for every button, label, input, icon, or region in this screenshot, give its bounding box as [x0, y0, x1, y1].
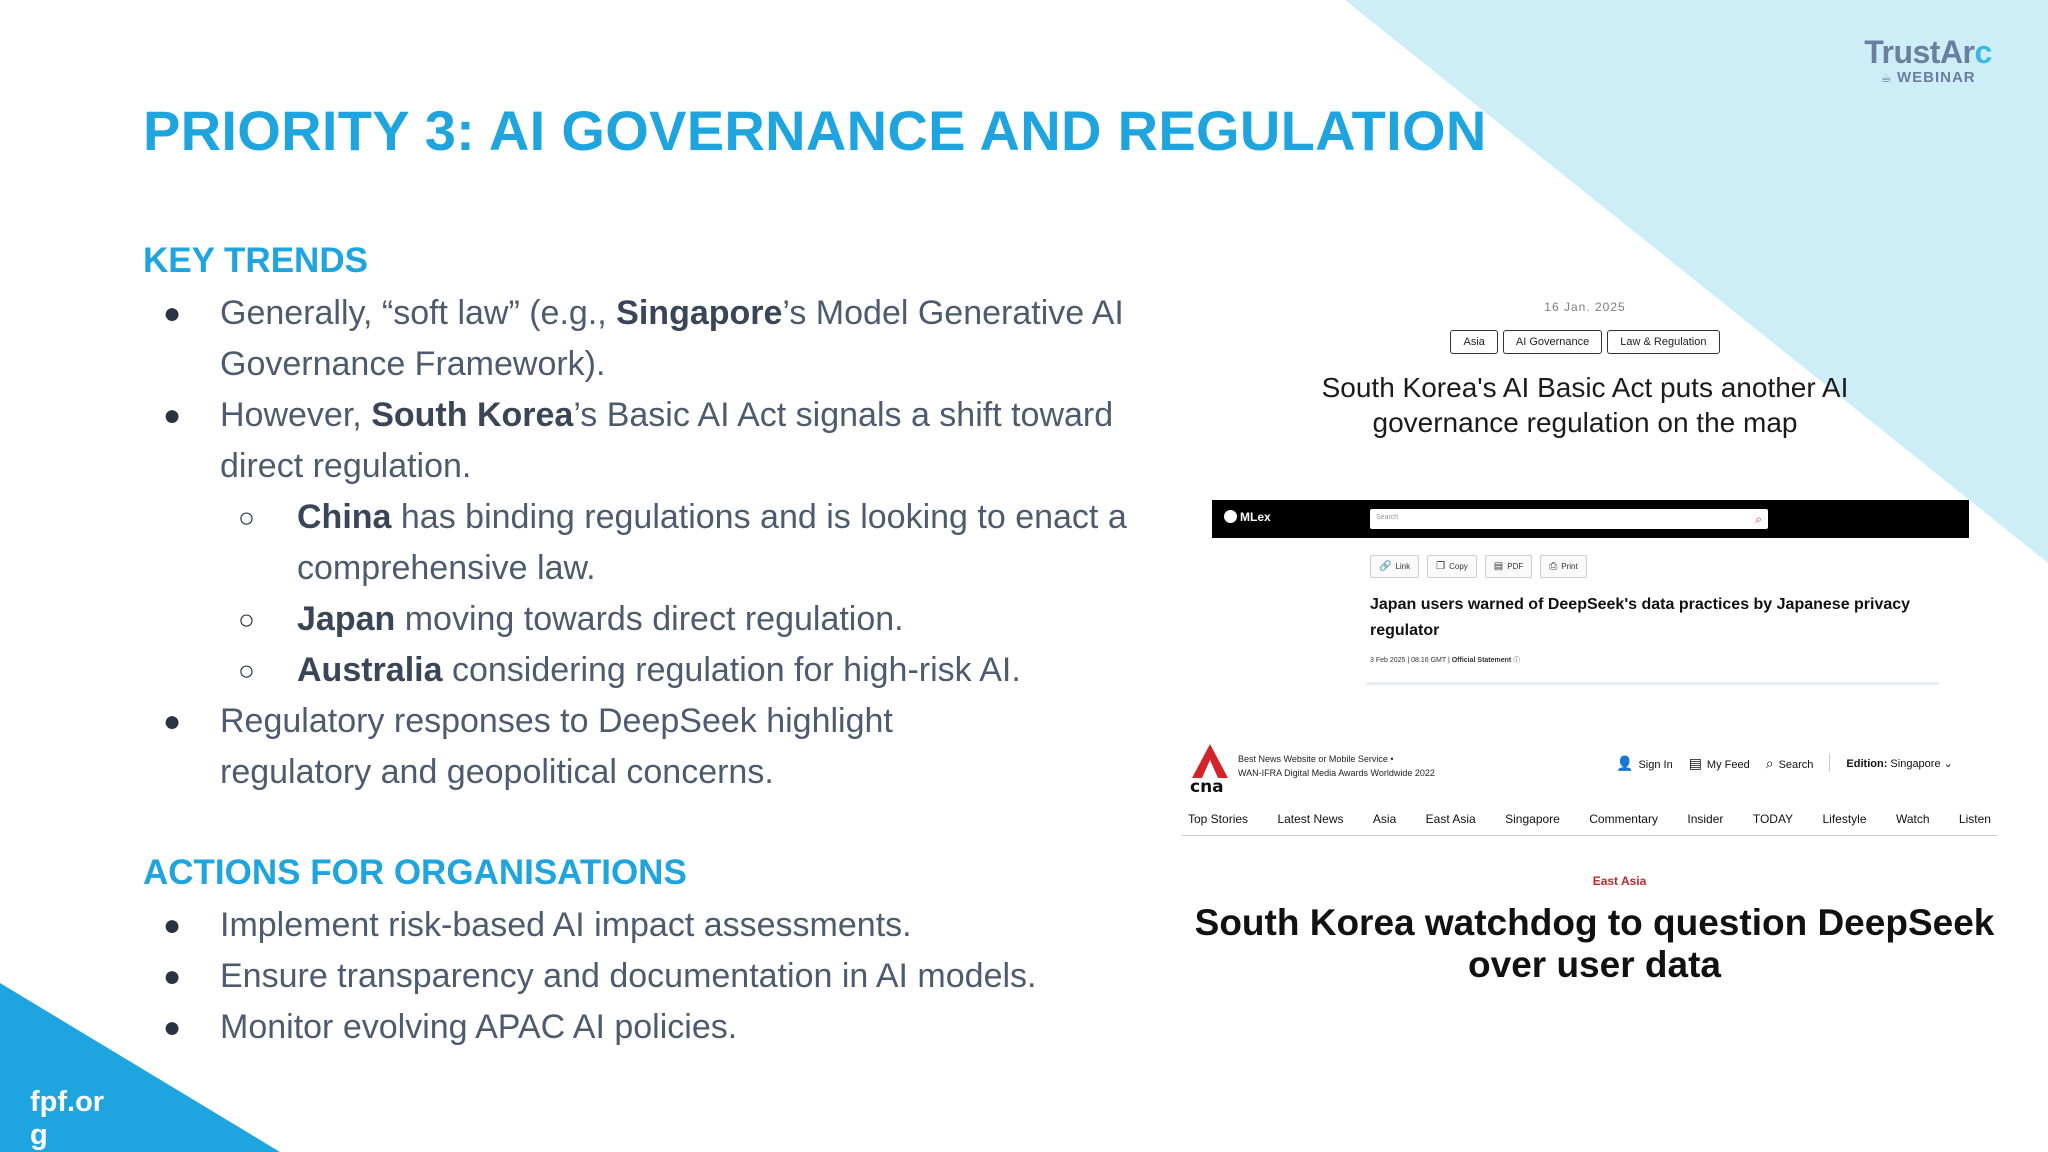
- list-item: ○ Australia considering regulation for high-risk AI.: [143, 645, 1178, 696]
- search-placeholder: Search: [1376, 514, 1399, 521]
- logo-sub-text: WEBINAR: [1896, 69, 1976, 86]
- info-icon: ⓘ: [1513, 657, 1521, 664]
- copy-label: Copy: [1449, 562, 1468, 571]
- mlex-logo[interactable]: [1224, 510, 1271, 524]
- bullet-icon: ●: [163, 297, 182, 330]
- trustarc-webinar-logo: [1848, 34, 2008, 86]
- link-icon: 🔗: [1379, 561, 1392, 572]
- bullet-icon: ●: [163, 909, 182, 942]
- cna-header-actions: [1616, 754, 1953, 772]
- nav-east-asia[interactable]: East Asia: [1425, 811, 1476, 826]
- actions-list: [143, 900, 1178, 1053]
- search-icon[interactable]: ⌕: [1755, 512, 1762, 526]
- cna-category[interactable]: East Asia: [1592, 874, 1647, 888]
- print-label: Print: [1561, 562, 1578, 571]
- mlex-header-bar: [1212, 500, 1969, 538]
- award-line-1: Best News Website or Mobile Service •: [1238, 754, 1394, 764]
- logo-brand: [1848, 34, 2008, 71]
- cup-icon: ☕: [1880, 70, 1893, 85]
- nav-listen[interactable]: Listen: [1958, 811, 1991, 826]
- divider: [1366, 682, 1939, 685]
- link-label: Link: [1395, 562, 1411, 571]
- hollow-bullet-icon: ○: [238, 502, 255, 533]
- list-item: ● Implement risk-based AI impact assessments.: [143, 900, 1178, 951]
- search-button[interactable]: [1766, 755, 1814, 772]
- sign-in-button[interactable]: [1616, 755, 1673, 772]
- print-button[interactable]: [1540, 555, 1586, 578]
- award-line-2: WAN-IFRA Digital Media Awards Worldwide 2022: [1238, 768, 1435, 778]
- pdf-icon: ▤: [1493, 561, 1504, 572]
- sign-in-label: Sign In: [1638, 758, 1673, 771]
- list-item: ● Ensure transparency and documentation in AI models.: [143, 951, 1178, 1002]
- article-date: 16 Jan. 2025: [1544, 300, 1626, 314]
- logo-brand-main: TrustAr: [1864, 34, 1975, 70]
- cna-headline[interactable]: South Korea watchdog to question DeepSeek over user data: [1194, 902, 1995, 985]
- tag-asia[interactable]: Asia: [1450, 330, 1497, 354]
- tag-law-regulation[interactable]: Law & Regulation: [1607, 330, 1719, 354]
- list-item: ● Generally, “soft law” (e.g., Singapore’s Model Generative AI Governance Framework).: [143, 288, 1178, 390]
- list-item: ● Regulatory responses to DeepSeek highlight regulatory and geopolitical concerns.: [143, 696, 1000, 798]
- mlex-meta: [1370, 655, 1520, 665]
- mlex-logo-text: MLex: [1240, 510, 1271, 524]
- nav-commentary[interactable]: Commentary: [1589, 811, 1658, 826]
- copy-icon: ❐: [1436, 561, 1446, 572]
- edition-value: Singapore: [1890, 757, 1941, 770]
- search-label: Search: [1778, 758, 1814, 771]
- edition-label: Edition:: [1846, 757, 1888, 770]
- nav-top-stories[interactable]: Top Stories: [1188, 811, 1249, 826]
- cna-logo[interactable]: [1188, 742, 1232, 799]
- article-headline[interactable]: South Korea's AI Basic Act puts another AI governance regulation on the map: [1321, 372, 1849, 438]
- article-tags: [1255, 330, 1915, 354]
- cna-nav-bar: [1182, 802, 1997, 836]
- hollow-bullet-icon: ○: [238, 604, 255, 635]
- logo-brand-accent: c: [1974, 34, 1992, 70]
- pdf-button[interactable]: [1485, 555, 1532, 578]
- bullet-icon: ●: [163, 960, 182, 993]
- mlex-action-buttons: [1370, 555, 1587, 578]
- link-button[interactable]: [1370, 555, 1419, 578]
- my-feed-label: My Feed: [1706, 758, 1750, 771]
- bullet-icon: ●: [163, 705, 182, 738]
- edition-selector[interactable]: [1846, 757, 1952, 770]
- bullet-icon: ●: [163, 399, 182, 432]
- cna-logo-mark: [1188, 742, 1232, 794]
- article-card-south-korea: [1255, 300, 1915, 440]
- pdf-label: PDF: [1507, 562, 1524, 571]
- copy-button[interactable]: [1427, 555, 1477, 578]
- cna-logo-text: cna: [1190, 777, 1224, 794]
- mlex-headline[interactable]: Japan users warned of DeepSeek's data practices by Japanese privacy regulator: [1370, 596, 1911, 639]
- nav-watch[interactable]: Watch: [1895, 811, 1930, 826]
- mlex-meta-type: Official Statement: [1451, 657, 1512, 664]
- search-icon: ⌕: [1765, 754, 1774, 771]
- nav-today[interactable]: TODAY: [1752, 811, 1794, 826]
- list-item: ○ Japan moving towards direct regulation.: [143, 594, 1178, 645]
- logo-sub: [1848, 69, 2008, 86]
- mlex-search-input[interactable]: [1370, 509, 1768, 529]
- nav-asia[interactable]: Asia: [1372, 811, 1397, 826]
- mlex-meta-date: 3 Feb 2025 | 08:16 GMT |: [1370, 657, 1450, 664]
- list-item: ● Monitor evolving APAC AI policies.: [143, 1002, 1178, 1053]
- actions-heading: ACTIONS FOR ORGANISATIONS: [143, 853, 687, 892]
- nav-singapore[interactable]: Singapore: [1505, 811, 1560, 826]
- nav-insider[interactable]: Insider: [1687, 811, 1724, 826]
- cna-award: [1238, 752, 1435, 780]
- nav-lifestyle[interactable]: Lifestyle: [1822, 811, 1867, 826]
- list-item: ○ China has binding regulations and is looking to enact a comprehensive law.: [143, 492, 1178, 594]
- my-feed-button[interactable]: [1689, 755, 1750, 772]
- bullet-icon: ●: [163, 1011, 182, 1044]
- print-icon: ⎙: [1549, 561, 1558, 572]
- feed-icon: ▤: [1688, 754, 1702, 771]
- list-item: ● However, South Korea’s Basic AI Act signals a shift toward direct regulation.: [143, 390, 1178, 492]
- chevron-down-icon: ⌄: [1943, 757, 1953, 770]
- nav-latest-news[interactable]: Latest News: [1277, 811, 1344, 826]
- tag-ai-governance[interactable]: AI Governance: [1503, 330, 1602, 354]
- hollow-bullet-icon: ○: [238, 655, 255, 686]
- key-trends-heading: KEY TRENDS: [143, 241, 368, 280]
- footer-url: fpf.org: [30, 1086, 105, 1151]
- key-trends-list: [143, 288, 1178, 798]
- slide-title: PRIORITY 3: AI GOVERNANCE AND REGULATION: [143, 99, 1487, 162]
- mlex-logo-icon: [1224, 510, 1237, 523]
- divider: [1829, 754, 1830, 772]
- user-icon: 👤: [1616, 754, 1634, 771]
